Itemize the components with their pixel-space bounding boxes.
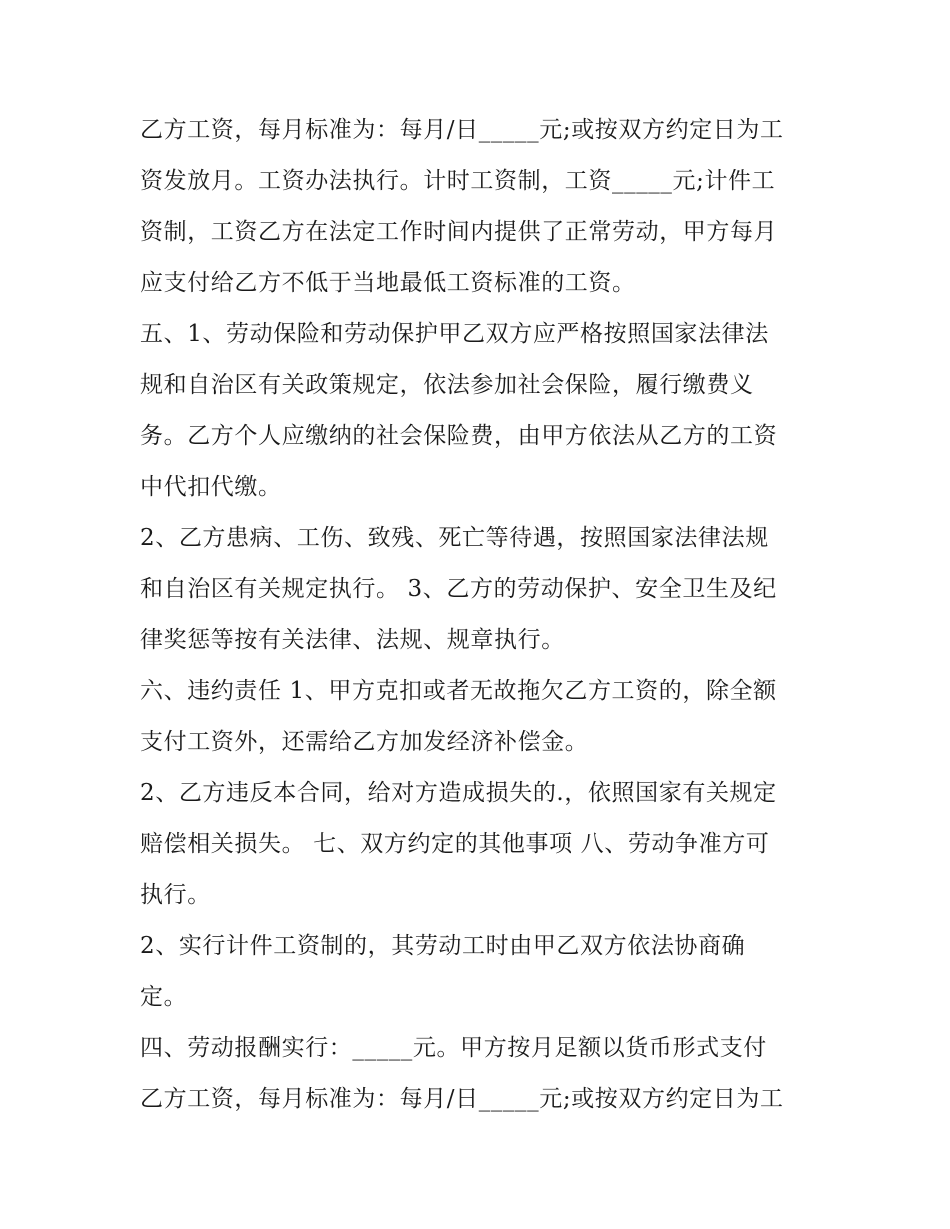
text-line: 2、乙方患病、工伤、致残、死亡等待遇，按照国家法律法规	[140, 525, 769, 551]
text-line: 乙方工资，每月标准为：每月/日_____元;或按双方约定日为工	[140, 1086, 784, 1112]
text-line: 资制，工资乙方在法定工作时间内提供了正常劳动，甲方每月	[140, 219, 778, 245]
text-line: 2、实行计件工资制的，其劳动工时由甲乙双方依法协商确	[140, 933, 746, 959]
text-line: 支付工资外，还需给乙方加发经济补偿金。	[140, 729, 589, 755]
text-line: 执行。	[140, 882, 211, 908]
text-line: 务。乙方个人应缴纳的社会保险费，由甲方依法从乙方的工资	[140, 423, 778, 449]
text-line: 四、劳动报酬实行：_____元。甲方按月足额以货币形式支付	[140, 1035, 767, 1061]
document-body	[140, 105, 820, 1125]
text-line: 资发放月。工资办法执行。计时工资制，工资_____元;计件工	[140, 168, 776, 194]
text-line: 赔偿相关损失。 七、双方约定的其他事项 八、劳动争准方可	[140, 831, 770, 857]
text-line: 六、违约责任 1、甲方克扣或者无故拖欠乙方工资的，除全额	[140, 678, 777, 704]
text-line: 乙方工资，每月标准为：每月/日_____元;或按双方约定日为工	[140, 117, 784, 143]
text-line: 2、乙方违反本合同，给对方造成损失的.，依照国家有关规定	[140, 780, 777, 806]
text-line: 定。	[140, 984, 188, 1010]
text-line: 应支付给乙方不低于当地最低工资标准的工资。	[140, 270, 636, 296]
text-line: 五、1、劳动保险和劳动保护甲乙双方应严格按照国家法律法	[140, 321, 769, 347]
text-line: 和自治区有关规定执行。 3、乙方的劳动保护、安全卫生及纪	[140, 576, 777, 602]
text-line: 中代扣代缴。	[140, 474, 282, 500]
text-line: 律奖惩等按有关法律、法规、规章执行。	[140, 627, 565, 653]
text-line: 规和自治区有关政策规定，依法参加社会保险，履行缴费义	[140, 372, 754, 398]
